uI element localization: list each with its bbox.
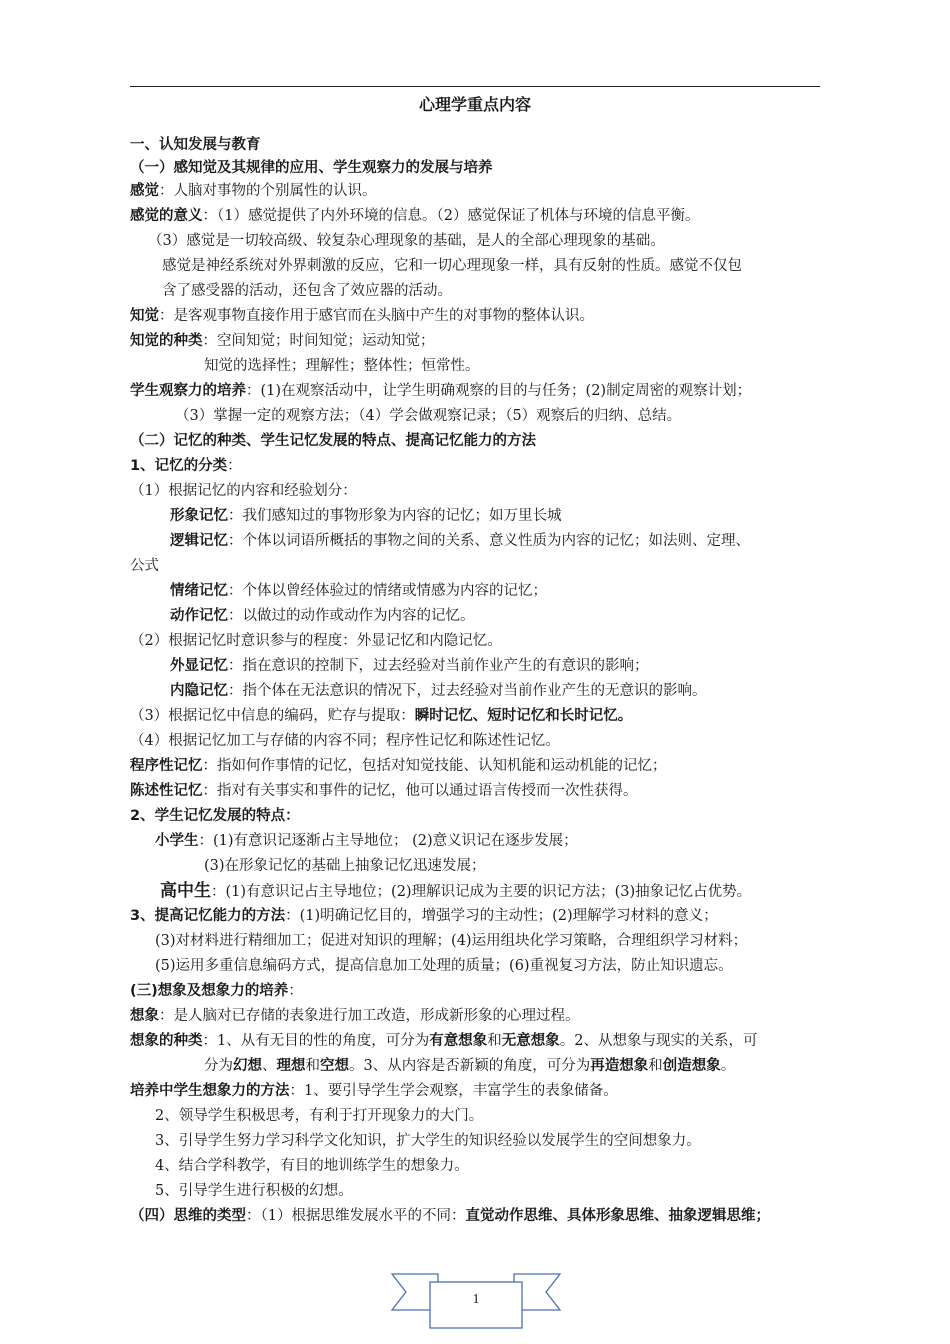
text-line: [170, 506, 562, 526]
text-line: [130, 1006, 580, 1026]
bold-term: （一）感知觉及其规律的应用、学生观察力的发展与培养: [130, 160, 493, 176]
text-line: [155, 1181, 353, 1201]
bold-term: 外显记忆: [170, 658, 228, 674]
text-line: [130, 756, 667, 776]
text-line: [155, 1131, 701, 1151]
text-line: [130, 556, 159, 576]
bold-term: 高中生: [160, 881, 211, 901]
text-line: [130, 456, 242, 476]
text-segment: 3、引导学生努力学习科学文化知识，扩大学生的知识经验以发展学生的空间想象力。: [155, 1133, 701, 1149]
text-line: [160, 881, 751, 902]
bold-term: 直觉动作思维、具体形象思维、抽象逻辑思维；: [465, 1208, 770, 1224]
bold-term: 知觉: [130, 308, 159, 324]
text-segment: ：1、从有无目的性的角度，可分为: [202, 1033, 430, 1049]
text-line: [204, 856, 486, 876]
bold-term: 逻辑记忆: [170, 533, 228, 549]
text-line: [130, 1081, 618, 1101]
text-line: [130, 806, 300, 826]
text-line: [155, 831, 578, 851]
text-line: [155, 956, 733, 976]
text-segment: 2、领导学生积极思考，有利于打开现象力的大门。: [155, 1108, 484, 1124]
bold-term: 感觉: [130, 183, 159, 199]
text-segment: 知觉的选择性；理解性；整体性；恒常性。: [204, 358, 480, 374]
text-segment: ：指对有关事实和事件的记忆，他可以通过语言传授而一次性获得。: [202, 783, 638, 799]
text-segment: (5)运用多重信息编码方式，提高信息加工处理的质量；(6)重视复习方法，防止知识遗忘。: [155, 958, 733, 974]
bold-term: 幻想: [233, 1058, 262, 1074]
text-segment: 。: [720, 1058, 736, 1074]
text-segment: 含了感受器的活动，还包含了效应器的活动。: [162, 283, 452, 299]
text-line: [130, 981, 303, 1001]
bold-term: 陈述性记忆: [130, 783, 203, 799]
bold-term: 感觉的意义: [130, 208, 203, 224]
header-rule: [130, 86, 820, 87]
text-segment: （4）根据记忆加工与存储的内容不同；程序性记忆和陈述性记忆。: [130, 733, 560, 749]
page-footer: [390, 1272, 562, 1334]
bold-term: （二）记忆的种类、学生记忆发展的特点、提高记忆能力的方法: [130, 433, 536, 449]
bold-term: 创造想象: [662, 1058, 721, 1074]
text-line: [130, 631, 502, 651]
bold-term: 情绪记忆: [170, 583, 228, 599]
bold-term: 无意想象: [501, 1033, 560, 1049]
text-line: [170, 606, 475, 626]
bold-term: 3、提高记忆能力的方法: [130, 908, 286, 924]
bold-term: 空想: [320, 1058, 349, 1074]
bold-term: 2、学生记忆发展的特点：: [130, 808, 300, 824]
text-line: [130, 1206, 770, 1226]
text-line: [130, 181, 377, 201]
text-line: [170, 681, 707, 701]
text-segment: （3）感觉是一切较高级、较复杂心理现象的基础，是人的全部心理现象的基础。: [148, 233, 665, 249]
text-segment: ：个体以词语所概括的事物之间的关系、意义性质为内容的记忆；如法则、定理、: [228, 533, 750, 549]
text-line: [130, 158, 493, 178]
bold-term: 培养中学生想象力的方法: [130, 1083, 290, 1099]
text-line: [170, 656, 649, 676]
text-segment: 5、引导学生进行积极的幻想。: [155, 1183, 353, 1199]
text-line: [130, 706, 632, 726]
bold-term: 程序性记忆: [130, 758, 203, 774]
bold-term: 再造想象: [590, 1058, 649, 1074]
text-segment: ：空间知觉；时间知觉；运动知觉；: [202, 333, 435, 349]
bold-term: 形象记忆: [170, 508, 228, 524]
bold-term: 一、认知发展与教育: [130, 137, 261, 153]
text-line: [130, 431, 536, 451]
text-line: [175, 406, 681, 426]
text-line: [170, 531, 750, 551]
text-segment: ：我们感知过的事物形象为内容的记忆；如万里长城: [228, 508, 562, 524]
bold-term: 知觉的种类: [130, 333, 203, 349]
text-segment: （3）掌握一定的观察方法；（4）学会做观察记录；（5）观察后的归纳、总结。: [175, 408, 682, 424]
bold-term: 瞬时记忆、短时记忆和长时记忆。: [414, 708, 633, 724]
text-segment: ：指个体在无法意识的情况下，过去经验对当前作业产生的无意识的影响。: [228, 683, 707, 699]
text-line: [130, 206, 699, 226]
text-line: [204, 1056, 735, 1076]
text-segment: (3)在形象记忆的基础上抽象记忆迅速发展；: [204, 858, 486, 874]
bold-term: （四）思维的类型: [130, 1208, 246, 1224]
text-segment: 和: [487, 1033, 502, 1049]
bold-term: (三)想象及想象力的培养: [130, 983, 289, 999]
text-segment: ：是人脑对已存储的表象进行加工改造，形成新形象的心理过程。: [159, 1008, 580, 1024]
text-line: [155, 931, 747, 951]
text-segment: （2）根据记忆时意识参与的程度：外显记忆和内隐记忆。: [130, 633, 502, 649]
bold-term: 小学生: [155, 833, 199, 849]
text-segment: 4、结合学科教学，有目的地训练学生的想象力。: [155, 1158, 469, 1174]
text-line: [204, 356, 480, 376]
page-title: 心理学重点内容: [418, 95, 531, 114]
text-line: [130, 306, 594, 326]
text-segment: ：个体以曾经体验过的情绪或情感为内容的记忆；: [228, 583, 547, 599]
text-line: [162, 256, 742, 276]
text-line: [155, 1156, 469, 1176]
text-segment: ：是客观事物直接作用于感官而在头脑中产生的对事物的整体认识。: [159, 308, 594, 324]
text-segment: 感觉是神经系统对外界刺激的反应，它和一切心理现象一样，具有反射的性质。感觉不仅包: [162, 258, 742, 274]
text-segment: ：(1)明确记忆目的，增强学习的主动性；(2)理解学习材料的意义；: [285, 908, 718, 924]
bold-term: 内隐记忆: [170, 683, 228, 699]
bold-term: 1、记忆的分类: [130, 458, 228, 474]
text-segment: 。3、从内容是否新颖的角度，可分为: [349, 1058, 591, 1074]
text-line: [162, 281, 452, 301]
text-line: [130, 135, 261, 155]
bold-term: 理想: [276, 1058, 306, 1074]
text-line: [130, 331, 435, 351]
text-line: [130, 906, 718, 926]
text-line: [130, 781, 638, 801]
text-segment: ：人脑对事物的个别属性的认识。: [159, 183, 377, 199]
text-segment: ：: [227, 458, 242, 474]
text-segment: ：以做过的动作或动作为内容的记忆。: [228, 608, 475, 624]
text-segment: 分为: [204, 1058, 233, 1074]
text-line: [155, 1106, 483, 1126]
text-segment: ：（1）根据思维发展水平的不同：: [246, 1208, 466, 1224]
text-segment: ：(1)在观察活动中，让学生明确观察的目的与任务；(2)制定周密的观察计划；: [246, 383, 752, 399]
text-segment: 、: [262, 1058, 277, 1074]
text-segment: ：指在意识的控制下，过去经验对当前作业产生的有意识的影响；: [228, 658, 649, 674]
bold-term: 想象: [130, 1008, 159, 1024]
text-segment: ：(1)有意识记逐渐占主导地位； (2)意义识记在逐步发展；: [198, 833, 578, 849]
text-line: [148, 231, 665, 251]
text-segment: ：指如何作事情的记忆，包括对知觉技能、认知机能和运动机能的记忆；: [202, 758, 667, 774]
bold-term: 动作记忆: [170, 608, 228, 624]
bold-term: 学生观察力的培养: [130, 383, 246, 399]
text-line: [130, 1031, 757, 1051]
text-line: [130, 381, 751, 401]
text-segment: 公式: [130, 558, 159, 574]
text-line: [130, 731, 560, 751]
bold-term: 想象的种类: [130, 1033, 203, 1049]
text-line: [130, 481, 357, 501]
text-segment: 和: [305, 1058, 320, 1074]
text-segment: (3)对材料进行精细加工；促进对知识的理解；(4)运用组块化学习策略，合理组织学习材料；: [155, 933, 748, 949]
text-segment: （1）根据记忆的内容和经验划分：: [130, 483, 357, 499]
text-segment: ：: [288, 983, 303, 999]
bold-term: 有意想象: [429, 1033, 488, 1049]
text-segment: ：1、要引导学生学会观察，丰富学生的表象储备。: [289, 1083, 618, 1099]
text-segment: 。2、从想象与现实的关系，可: [559, 1033, 758, 1049]
page-number: 1: [472, 1292, 480, 1307]
text-line: [170, 581, 547, 601]
text-segment: ：(1)有意识记占主导地位；(2)理解识记成为主要的识记方法；(3)抽象记忆占优势。: [211, 884, 752, 900]
text-segment: 和: [648, 1058, 663, 1074]
text-segment: （3）根据记忆中信息的编码，贮存与提取：: [130, 708, 415, 724]
text-segment: ：（1）感觉提供了内外环境的信息。（2）感觉保证了机体与环境的信息平衡。: [202, 208, 700, 224]
